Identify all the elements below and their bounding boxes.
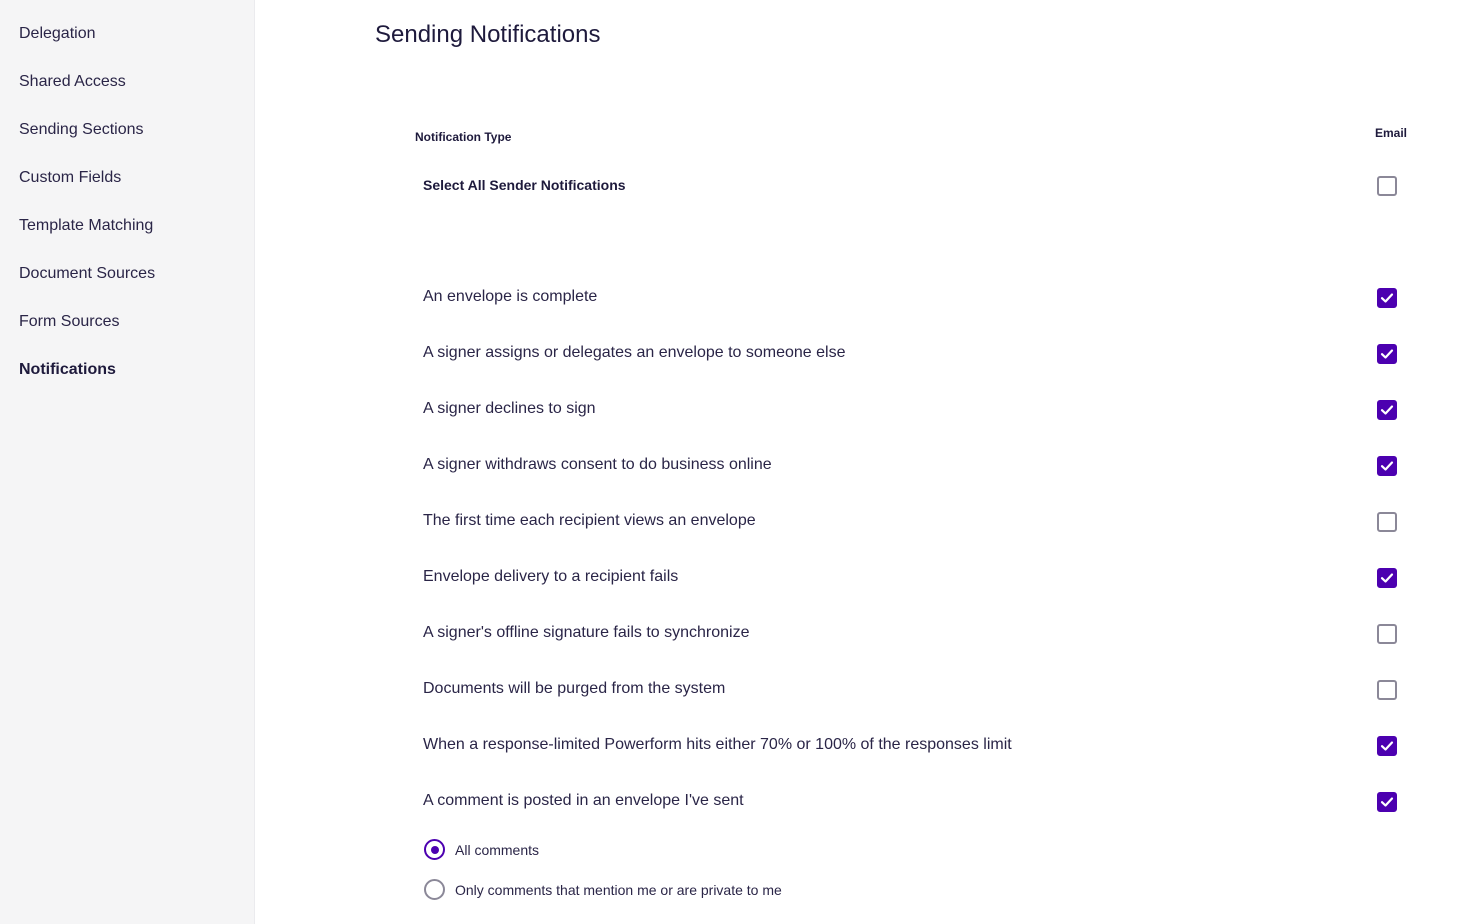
sidebar-item-document-sources[interactable]: Document Sources	[19, 265, 156, 282]
notification-label: Documents will be purged from the system	[423, 680, 726, 697]
sidebar-item-shared-access[interactable]: Shared Access	[19, 73, 126, 90]
notification-label: A signer assigns or delegates an envelope to someone else	[423, 344, 846, 361]
sidebar-item-form-sources[interactable]: Form Sources	[19, 313, 120, 330]
all-comments-label: All comments	[455, 842, 540, 858]
email-checkbox[interactable]	[1377, 344, 1397, 364]
checkmark-icon	[1380, 403, 1394, 417]
notification-type-header: Notification Type	[415, 130, 512, 144]
mentions-only-label: Only comments that mention me or are private to me	[455, 882, 782, 898]
notification-label: A signer declines to sign	[423, 400, 596, 417]
sidebar-item-delegation[interactable]: Delegation	[19, 25, 96, 42]
radio-selected-dot	[431, 846, 439, 854]
sidebar-item-custom-fields[interactable]: Custom Fields	[19, 169, 122, 186]
email-checkbox[interactable]	[1377, 288, 1397, 308]
email-column-header: Email	[1375, 126, 1408, 140]
mentions-only-radio[interactable]	[424, 879, 445, 900]
checkmark-icon	[1380, 347, 1394, 361]
page-title: Sending Notifications	[375, 21, 601, 48]
email-checkbox[interactable]	[1377, 624, 1397, 644]
checkmark-icon	[1380, 739, 1394, 753]
all-comments-radio[interactable]	[424, 839, 445, 860]
email-checkbox[interactable]	[1377, 568, 1397, 588]
notification-label: When a response-limited Powerform hits either 70% or 100% of the responses limit	[423, 736, 1012, 753]
sidebar-item-template-matching[interactable]: Template Matching	[19, 217, 154, 234]
notification-label: The first time each recipient views an envelope	[423, 512, 756, 529]
notification-label: A signer withdraws consent to do business online	[423, 456, 772, 473]
sidebar-item-notifications[interactable]: Notifications	[19, 361, 116, 378]
email-checkbox[interactable]	[1377, 736, 1397, 756]
checkmark-icon	[1380, 571, 1394, 585]
notification-label: A signer's offline signature fails to synchronize	[423, 624, 750, 641]
email-checkbox[interactable]	[1377, 680, 1397, 700]
email-checkbox[interactable]	[1377, 456, 1397, 476]
notification-label: A comment is posted in an envelope I've sent	[423, 792, 744, 809]
checkmark-icon	[1380, 795, 1394, 809]
notification-label: Envelope delivery to a recipient fails	[423, 568, 679, 585]
settings-sidebar	[0, 0, 255, 924]
checkmark-icon	[1380, 291, 1394, 305]
email-checkbox[interactable]	[1377, 792, 1397, 812]
notification-label: An envelope is complete	[423, 288, 598, 305]
sidebar-item-sending-sections[interactable]: Sending Sections	[19, 121, 144, 138]
email-checkbox[interactable]	[1377, 400, 1397, 420]
checkmark-icon	[1380, 459, 1394, 473]
select-all-label: Select All Sender Notifications	[423, 177, 626, 193]
email-checkbox[interactable]	[1377, 512, 1397, 532]
select-all-checkbox[interactable]	[1377, 176, 1397, 196]
